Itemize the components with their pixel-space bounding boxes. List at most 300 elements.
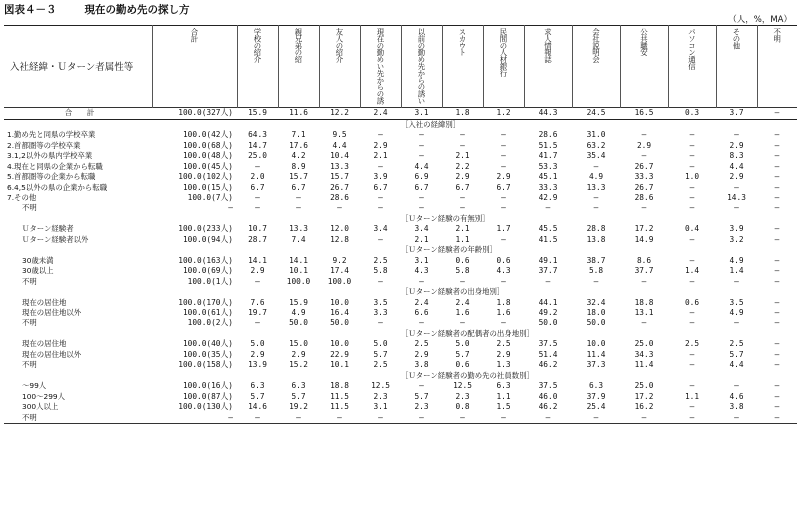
value-cell: – xyxy=(419,130,424,140)
value-cell: – xyxy=(501,203,506,213)
value-cell: 2.1 xyxy=(455,224,470,234)
value-cell: 3.5 xyxy=(373,297,388,307)
grand-total-cell: – xyxy=(228,203,233,213)
value-cell: 17.2 xyxy=(634,391,654,401)
value-cell: 13.8 xyxy=(586,234,606,244)
table-row xyxy=(4,151,797,161)
value-cell: 11.6 xyxy=(278,108,319,119)
value-cell: 26.7 xyxy=(634,182,654,192)
value-cell: – xyxy=(296,203,301,213)
value-cell: 50.0 xyxy=(289,318,308,328)
value-cell: 11.4 xyxy=(586,349,606,359)
grand-total-cell: 100.0(68人) xyxy=(182,140,233,150)
value-cell: 10.0 xyxy=(330,339,349,349)
value-cell: – xyxy=(641,130,647,140)
value-cell: 63.2 xyxy=(586,140,606,150)
value-cell: – xyxy=(689,151,695,161)
value-cell: – xyxy=(774,140,780,150)
value-cell: – xyxy=(689,402,695,412)
column-header-label: 以前の勤め先からの誘い xyxy=(417,28,426,104)
value-cell: – xyxy=(378,130,383,140)
value-cell: – xyxy=(593,192,599,202)
table-row xyxy=(4,203,797,213)
value-cell: 11.4 xyxy=(634,360,654,370)
value-cell: – xyxy=(545,203,551,213)
row-label: 300人以上 xyxy=(22,402,59,412)
row-label: 不明 xyxy=(22,318,37,328)
value-cell: 0.6 xyxy=(684,297,700,307)
value-cell: 3.7 xyxy=(716,108,757,119)
value-cell: 9.5 xyxy=(332,130,347,140)
value-cell: 4.3 xyxy=(414,266,429,276)
value-cell: – xyxy=(501,318,506,328)
value-cell: – xyxy=(378,161,383,171)
value-cell: 28.6 xyxy=(538,130,558,140)
value-cell: 49.2 xyxy=(538,307,558,317)
value-cell: – xyxy=(774,276,780,286)
section-header-row xyxy=(4,214,797,224)
value-cell: 5.7 xyxy=(373,349,388,359)
value-cell: 42.9 xyxy=(538,192,558,202)
value-cell: 2.4 xyxy=(414,297,429,307)
value-cell: 0.4 xyxy=(684,224,700,234)
value-cell: – xyxy=(360,413,401,424)
value-cell: 5.0 xyxy=(373,339,388,349)
value-cell: 1.8 xyxy=(442,108,483,119)
value-cell: 3.2 xyxy=(729,234,744,244)
value-cell: 15.7 xyxy=(289,172,308,182)
value-cell: – xyxy=(501,151,506,161)
value-cell: – xyxy=(641,276,647,286)
value-cell: 3.4 xyxy=(414,224,429,234)
value-cell: – xyxy=(237,413,278,424)
value-cell: – xyxy=(774,381,780,391)
value-cell: – xyxy=(689,349,695,359)
grand-total-cell: – xyxy=(152,413,237,424)
value-cell: 2.1 xyxy=(373,151,388,161)
value-cell: 37.7 xyxy=(634,266,654,276)
data-table xyxy=(4,25,797,424)
value-cell: 2.4 xyxy=(360,108,401,119)
table-row xyxy=(4,162,797,172)
value-cell: 6.7 xyxy=(455,182,470,192)
row-label: ～99人 xyxy=(22,381,47,391)
value-cell: 12.0 xyxy=(330,224,349,234)
value-cell: – xyxy=(401,413,442,424)
row-label: 4.現在と同県の企業から転職 xyxy=(7,161,103,171)
section-title: ［Ｕターン経験者の勤め先の社員数別］ xyxy=(401,370,534,380)
row-label: Ｕターン経験者 xyxy=(22,224,74,234)
value-cell: 2.5 xyxy=(496,339,511,349)
value-cell: 2.9 xyxy=(373,140,388,150)
value-cell: 5.7 xyxy=(414,391,429,401)
value-cell: – xyxy=(689,318,695,328)
value-cell: 2.0 xyxy=(250,172,265,182)
value-cell: 19.7 xyxy=(248,307,267,317)
value-cell: 22.9 xyxy=(330,349,349,359)
value-cell: – xyxy=(460,140,465,150)
grand-total-cell: 100.0(7人) xyxy=(187,192,233,202)
row-label: 現在の居住地 xyxy=(22,297,67,307)
value-cell: 10.0 xyxy=(330,297,349,307)
table-row xyxy=(4,130,797,140)
value-cell: 53.3 xyxy=(538,161,558,171)
value-cell: 28.6 xyxy=(330,192,349,202)
value-cell: – xyxy=(689,381,695,391)
value-cell: – xyxy=(757,108,797,119)
value-cell: – xyxy=(734,381,739,391)
value-cell: 5.8 xyxy=(373,266,388,276)
value-cell: – xyxy=(774,224,780,234)
value-cell: – xyxy=(774,234,780,244)
value-cell: 10.4 xyxy=(330,151,349,161)
value-cell: 14.3 xyxy=(727,192,746,202)
value-cell: 14.1 xyxy=(289,255,308,265)
value-cell: 13.1 xyxy=(634,307,654,317)
value-cell: 2.9 xyxy=(729,140,744,150)
grand-total-cell: 100.0(163人) xyxy=(178,255,233,265)
value-cell: 15.0 xyxy=(289,339,308,349)
value-cell: – xyxy=(419,203,424,213)
value-cell: 1.4 xyxy=(684,266,700,276)
value-cell: 5.0 xyxy=(250,339,265,349)
value-cell: 64.3 xyxy=(248,130,267,140)
column-header-label: 不明 xyxy=(772,28,782,42)
value-cell: 14.9 xyxy=(634,234,654,244)
value-cell: 4.4 xyxy=(332,140,347,150)
value-cell: 8.9 xyxy=(291,161,306,171)
column-header-label: 合計 xyxy=(190,28,199,42)
value-cell: 15.9 xyxy=(237,108,278,119)
value-cell: – xyxy=(689,307,695,317)
value-cell: 17.6 xyxy=(289,140,308,150)
value-cell: – xyxy=(641,203,647,213)
value-cell: – xyxy=(501,130,506,140)
grand-total-cell: 100.0(15人) xyxy=(182,182,233,192)
value-cell: 45.1 xyxy=(538,172,558,182)
value-cell: 3.1 xyxy=(373,402,388,412)
column-header-label: 公共職安 xyxy=(639,28,649,56)
section-header-row xyxy=(4,245,797,255)
value-cell: 10.7 xyxy=(248,224,267,234)
value-cell: – xyxy=(419,192,424,202)
table-row xyxy=(4,392,797,402)
value-cell: 17.2 xyxy=(634,224,654,234)
value-cell: – xyxy=(545,276,551,286)
section-title: ［Ｕターン経験者の配偶者の出身地別］ xyxy=(401,328,534,338)
value-cell: – xyxy=(716,413,757,424)
value-cell: 3.1 xyxy=(401,108,442,119)
value-cell: – xyxy=(572,413,620,424)
value-cell: – xyxy=(255,161,260,171)
row-label: 3.1,2以外の県内学校卒業 xyxy=(7,151,93,161)
table-row xyxy=(4,350,797,360)
value-cell: 6.7 xyxy=(291,182,306,192)
grand-total-cell: 100.0(170人) xyxy=(178,297,233,307)
value-cell: 100.0 xyxy=(286,276,311,286)
value-cell: 1.1 xyxy=(455,234,470,244)
value-cell: – xyxy=(255,276,260,286)
grand-total-cell: 100.0(61人) xyxy=(182,307,233,317)
value-cell: – xyxy=(689,360,695,370)
grand-total-cell: 100.0(35人) xyxy=(182,349,233,359)
value-cell: 1.6 xyxy=(455,307,470,317)
value-cell: 26.7 xyxy=(634,161,654,171)
section-title: ［Ｕターン経験者の年齢別］ xyxy=(401,245,497,255)
value-cell: – xyxy=(378,318,383,328)
value-cell: – xyxy=(774,402,780,412)
value-cell: 4.3 xyxy=(496,266,511,276)
value-cell: 25.4 xyxy=(586,402,606,412)
value-cell: – xyxy=(419,381,424,391)
value-cell: 41.7 xyxy=(538,151,558,161)
value-cell: – xyxy=(774,192,780,202)
grand-total-cell: 100.0(327人) xyxy=(152,108,237,119)
value-cell: 2.9 xyxy=(250,266,265,276)
value-cell: 2.5 xyxy=(684,339,700,349)
value-cell: – xyxy=(378,276,383,286)
value-cell: 33.3 xyxy=(538,182,558,192)
value-cell: 50.0 xyxy=(538,318,558,328)
value-cell: – xyxy=(419,276,424,286)
value-cell: 2.1 xyxy=(414,234,429,244)
value-cell: 10.1 xyxy=(289,266,308,276)
value-cell: 5.7 xyxy=(250,391,265,401)
value-cell: – xyxy=(689,255,695,265)
value-cell: 51.5 xyxy=(538,140,558,150)
section-header-row xyxy=(4,371,797,381)
table-row xyxy=(4,256,797,266)
column-header-label: 現在の勤めい先からの誘 xyxy=(376,28,385,104)
column-header xyxy=(237,26,278,108)
value-cell: 24.5 xyxy=(572,108,620,119)
value-cell: 37.7 xyxy=(538,266,558,276)
value-cell: 2.3 xyxy=(455,391,470,401)
row-label: 5.首都圏等の企業から転職 xyxy=(7,172,96,182)
value-cell: – xyxy=(442,413,483,424)
value-cell: – xyxy=(668,413,716,424)
value-cell: 13.3 xyxy=(330,161,349,171)
value-cell: – xyxy=(593,203,599,213)
value-cell: 25.0 xyxy=(634,339,654,349)
column-header xyxy=(716,26,757,108)
value-cell: – xyxy=(774,255,780,265)
value-cell: – xyxy=(689,276,695,286)
value-cell: – xyxy=(460,203,465,213)
column-header xyxy=(278,26,319,108)
value-cell: 5.7 xyxy=(291,391,306,401)
column-header xyxy=(152,26,237,108)
value-cell: 7.1 xyxy=(291,130,306,140)
value-cell: 6.7 xyxy=(496,182,511,192)
value-cell: – xyxy=(774,161,780,171)
row-label: Ｕターン経験者以外 xyxy=(22,234,89,244)
value-cell: 8.3 xyxy=(729,151,744,161)
table-row xyxy=(4,141,797,151)
column-header-label: 友人の紹介 xyxy=(335,28,344,63)
value-cell: 4.4 xyxy=(729,360,744,370)
column-header-label: スカウト xyxy=(458,28,467,56)
value-cell: – xyxy=(460,130,465,140)
grand-total-cell: 100.0(16人) xyxy=(182,381,233,391)
value-cell: 4.4 xyxy=(729,161,744,171)
value-cell: – xyxy=(337,203,342,213)
table-row xyxy=(4,402,797,412)
value-cell: 50.0 xyxy=(330,318,349,328)
value-cell: – xyxy=(378,234,383,244)
value-cell: 14.1 xyxy=(248,255,267,265)
value-cell: 3.3 xyxy=(373,307,388,317)
value-cell: 2.4 xyxy=(455,297,470,307)
value-cell: 18.0 xyxy=(586,307,606,317)
value-cell: – xyxy=(620,413,668,424)
column-header xyxy=(442,26,483,108)
value-cell: – xyxy=(689,234,695,244)
section-title: ［Ｕターン経験者の出身地別］ xyxy=(401,287,505,297)
value-cell: 5.7 xyxy=(455,349,470,359)
value-cell: – xyxy=(296,192,301,202)
value-cell: – xyxy=(689,203,695,213)
value-cell: 1.1 xyxy=(684,391,700,401)
value-cell: 6.3 xyxy=(496,381,511,391)
value-cell: – xyxy=(501,140,506,150)
value-cell: – xyxy=(460,276,465,286)
value-cell: 6.7 xyxy=(414,182,429,192)
row-label: 現在の居住地以外 xyxy=(22,349,82,359)
value-cell: 2.5 xyxy=(373,360,388,370)
value-cell: 5.8 xyxy=(588,266,604,276)
value-cell: 3.9 xyxy=(373,172,388,182)
value-cell: 0.6 xyxy=(455,360,470,370)
table-row xyxy=(4,193,797,203)
value-cell: 12.2 xyxy=(319,108,360,119)
value-cell: 0.8 xyxy=(455,402,470,412)
value-cell: 10.0 xyxy=(586,339,606,349)
value-cell: 1.8 xyxy=(496,297,511,307)
table-row xyxy=(4,266,797,276)
value-cell: 2.9 xyxy=(496,172,511,182)
value-cell: 1.7 xyxy=(496,224,511,234)
value-cell: – xyxy=(689,130,695,140)
value-cell: – xyxy=(774,339,780,349)
value-cell: 46.2 xyxy=(538,402,558,412)
value-cell: 4.9 xyxy=(729,255,744,265)
grand-total-cell: 100.0(2人) xyxy=(187,318,233,328)
value-cell: – xyxy=(734,203,739,213)
grand-total-cell: 100.0(48人) xyxy=(182,151,233,161)
value-cell: 37.5 xyxy=(538,381,558,391)
value-cell: – xyxy=(419,140,424,150)
section-header-row xyxy=(4,287,797,297)
value-cell: 6.7 xyxy=(250,182,265,192)
value-cell: 37.3 xyxy=(586,360,606,370)
value-cell: – xyxy=(689,182,695,192)
table-row xyxy=(4,172,797,182)
table-row xyxy=(4,318,797,328)
value-cell: – xyxy=(378,203,383,213)
value-cell: 3.9 xyxy=(729,224,744,234)
value-cell: 25.0 xyxy=(248,151,267,161)
grand-total-cell: 100.0(94人) xyxy=(182,234,233,244)
column-header-label: 求人情報誌 xyxy=(543,28,553,63)
value-cell: – xyxy=(689,140,695,150)
value-cell: 38.7 xyxy=(586,255,606,265)
value-cell: – xyxy=(774,307,780,317)
value-cell: 2.3 xyxy=(373,391,388,401)
table-row xyxy=(4,298,797,308)
row-label: 30歳未満 xyxy=(22,255,54,265)
value-cell: 5.8 xyxy=(455,266,470,276)
value-cell: – xyxy=(501,276,506,286)
value-cell: 51.4 xyxy=(538,349,558,359)
table-row xyxy=(4,339,797,349)
value-cell: 28.6 xyxy=(634,192,654,202)
value-cell: – xyxy=(689,192,695,202)
value-cell: 13.3 xyxy=(586,182,606,192)
table-row xyxy=(4,108,797,119)
value-cell: – xyxy=(501,234,506,244)
table-row xyxy=(4,381,797,391)
value-cell: 6.6 xyxy=(414,307,429,317)
value-cell: 2.9 xyxy=(291,349,306,359)
value-cell: 28.7 xyxy=(248,234,267,244)
value-cell: 37.5 xyxy=(538,339,558,349)
value-cell: 14.7 xyxy=(248,140,267,150)
value-cell: 17.4 xyxy=(330,266,349,276)
value-cell: 1.2 xyxy=(483,108,524,119)
value-cell: 3.8 xyxy=(414,360,429,370)
column-header xyxy=(524,26,572,108)
figure-title xyxy=(4,2,190,17)
value-cell: 16.4 xyxy=(330,307,349,317)
value-cell: – xyxy=(774,360,780,370)
value-cell: – xyxy=(460,192,465,202)
value-cell: 3.5 xyxy=(729,297,744,307)
row-label: 不明 xyxy=(22,360,37,370)
value-cell: 1.6 xyxy=(496,307,511,317)
value-cell: 4.4 xyxy=(414,161,429,171)
grand-total-cell: 100.0(42人) xyxy=(182,130,233,140)
value-cell: – xyxy=(460,318,465,328)
value-cell: – xyxy=(378,192,383,202)
value-cell: 2.9 xyxy=(729,172,744,182)
column-header xyxy=(483,26,524,108)
row-header-label: 入社経緯・Ｕターン者属性等 xyxy=(10,61,134,73)
value-cell: 46.2 xyxy=(538,360,558,370)
value-cell: 4.9 xyxy=(588,172,604,182)
value-cell: 15.2 xyxy=(289,360,308,370)
row-label: 2.首都圏等の学校卒業 xyxy=(7,140,81,150)
row-label: 6.4,5以外の県の企業から転職 xyxy=(7,182,108,192)
column-header xyxy=(401,26,442,108)
column-header-label: 会社説明会 xyxy=(591,28,601,63)
value-cell: 2.1 xyxy=(455,151,470,161)
value-cell: 2.9 xyxy=(250,349,265,359)
row-label: 30歳以上 xyxy=(22,266,54,276)
value-cell: – xyxy=(419,318,424,328)
value-cell: 16.2 xyxy=(634,402,654,412)
value-cell: 1.0 xyxy=(684,172,700,182)
value-cell: 2.9 xyxy=(496,349,511,359)
table-row xyxy=(4,277,797,287)
value-cell: – xyxy=(501,192,506,202)
value-cell: – xyxy=(593,161,599,171)
value-cell: 11.5 xyxy=(330,391,349,401)
value-cell: 12.8 xyxy=(330,234,349,244)
value-cell: – xyxy=(774,266,780,276)
value-cell: 0.3 xyxy=(668,108,716,119)
value-cell: 1.5 xyxy=(496,402,511,412)
